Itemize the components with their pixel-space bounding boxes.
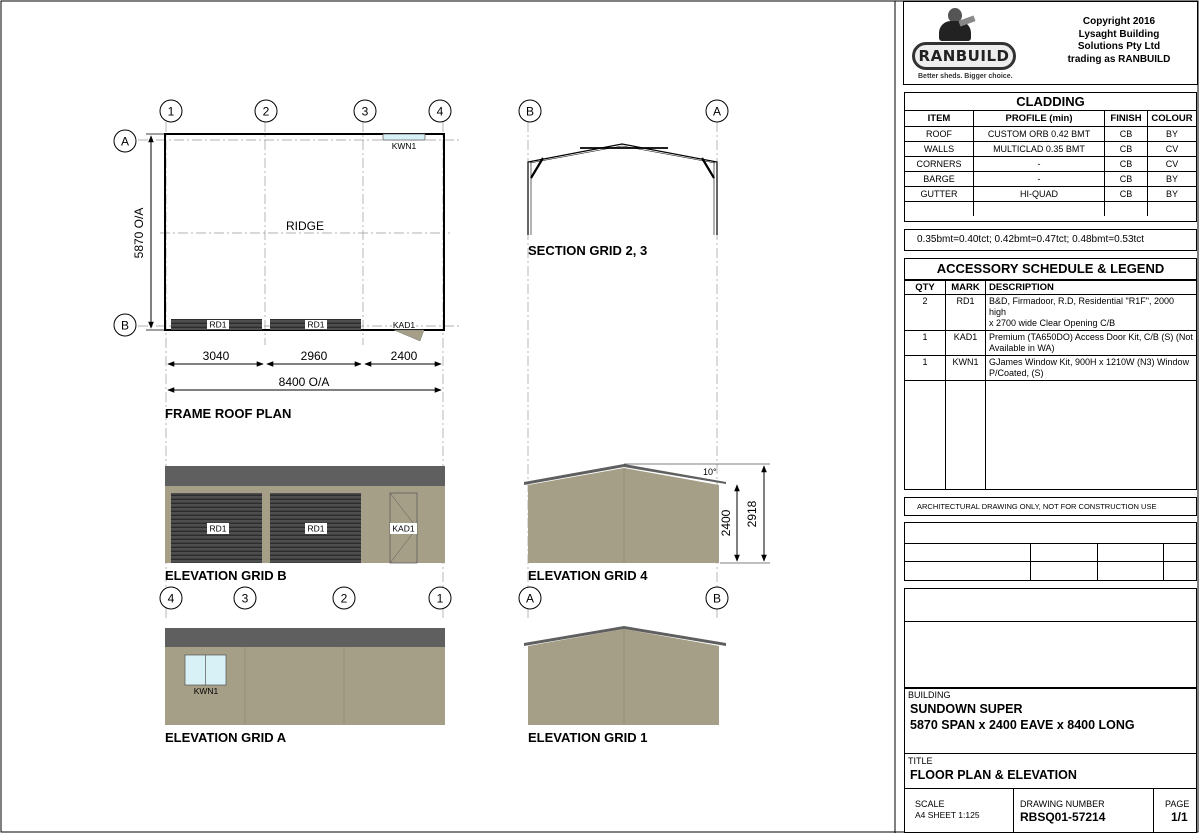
- bay-dim-1: 3040: [202, 349, 230, 363]
- elev-a-bubble-4: [160, 587, 182, 609]
- brand-tagline: Better sheds. Bigger choice.: [918, 73, 1013, 80]
- elev-b-title: ELEVATION GRID B: [165, 568, 287, 583]
- overall-dimension: 8400 O/A: [278, 375, 330, 389]
- elev-1-bubble-B: [706, 587, 728, 609]
- svg-text:2: 2: [262, 104, 270, 119]
- logo-panel: [903, 1, 1198, 85]
- svg-text:3: 3: [241, 591, 249, 606]
- grid-bubble-4: [429, 100, 451, 122]
- brand-wordmark: RANBUILD: [912, 42, 1016, 70]
- svg-text:B: B: [120, 318, 130, 333]
- drawing-number-label: DRAWING NUMBER: [1020, 799, 1105, 809]
- svg-text:4: 4: [436, 104, 444, 119]
- grid-bubble-B: [114, 314, 136, 336]
- svg-text:4: 4: [167, 591, 175, 606]
- elevation-grid-b: [165, 466, 445, 583]
- elev-1-title: ELEVATION GRID 1: [528, 730, 648, 745]
- building-label: BUILDING: [908, 690, 951, 700]
- overall-height-dimension: 2918: [745, 500, 759, 528]
- frame-roof-plan: [114, 100, 451, 421]
- cladding-row: WALLS MULTICLAD 0.35 BMT CB CV: [905, 142, 1196, 157]
- svg-text:3: 3: [361, 104, 369, 119]
- section-bubble-A: [706, 100, 728, 122]
- thickness-note: 0.35bmt=0.40tct; 0.42bmt=0.47tct; 0.48bmt=0.53tct: [917, 234, 1145, 245]
- accessory-title: ACCESSORY SCHEDULE & LEGEND: [905, 259, 1196, 280]
- svg-text:1: 1: [436, 591, 444, 606]
- elev-4-title: ELEVATION GRID 4: [528, 568, 648, 583]
- svg-text:RD1: RD1: [209, 319, 227, 330]
- ranbuild-logo: [910, 6, 1030, 82]
- cladding-panel: [904, 92, 1197, 222]
- drawing-number: RBSQ01-57214: [1020, 810, 1106, 824]
- cladding-row: ROOF CUSTOM ORB 0.42 BMT CB BY: [905, 127, 1196, 142]
- plan-window: [383, 134, 425, 140]
- svg-text:A: A: [120, 134, 130, 149]
- building-panel: [904, 688, 1197, 754]
- elevation-grid-a: [160, 587, 451, 745]
- plan-title: FRAME ROOF PLAN: [165, 406, 292, 421]
- mascot-icon: [937, 6, 973, 42]
- elev-a-window-label: KWN1: [193, 686, 219, 696]
- scale-value: A4 SHEET 1:125: [915, 810, 980, 820]
- grid-bubble-2: [255, 100, 277, 122]
- scale-label: SCALE: [915, 799, 945, 809]
- svg-text:1: 1: [167, 104, 175, 119]
- svg-text:A: A: [525, 591, 535, 606]
- building-spec: 5870 SPAN x 2400 EAVE x 8400 LONG: [910, 718, 1135, 732]
- svg-text:B: B: [525, 104, 535, 119]
- cladding-row: BARGE - CB BY: [905, 172, 1196, 187]
- elev-a-title: ELEVATION GRID A: [165, 730, 287, 745]
- svg-text:KAD1: KAD1: [392, 523, 415, 534]
- cladding-row: GUTTER HI-QUAD CB BY: [905, 187, 1196, 202]
- cladding-title: CLADDING: [905, 93, 1196, 111]
- arch-note: ARCHITECTURAL DRAWING ONLY, NOT FOR CONSTRUCTION USE: [917, 502, 1157, 511]
- grid-bubble-3: [354, 100, 376, 122]
- title-label: TITLE: [908, 756, 933, 766]
- svg-text:RD1: RD1: [209, 523, 227, 534]
- elev-1-bubble-A: [519, 587, 541, 609]
- elevation-grid-1: [519, 587, 728, 745]
- plan-window-label: KWN1: [391, 141, 417, 151]
- bay-dim-3: 2400: [390, 349, 418, 363]
- title-panel: [904, 753, 1197, 789]
- bay-dim-2: 2960: [300, 349, 328, 363]
- revision-panel: [904, 522, 1197, 581]
- accessory-panel: [904, 258, 1197, 490]
- grid-bubble-A: [114, 130, 136, 152]
- section-grid-2-3: [519, 100, 728, 258]
- page-label: PAGE: [1165, 799, 1190, 809]
- span-dimension: 5870 O/A: [132, 207, 146, 259]
- copyright-text: Copyright 2016 Lysaght Building Solutions Pty Ltd trading as RANBUILD: [1067, 16, 1171, 65]
- accessory-row: 2 RD1 B&D, Firmadoor, R.D, Residential "R1F", 2000 high x 2700 wide Clear Opening C/B: [905, 295, 1196, 331]
- elev-a-bubble-1: [429, 587, 451, 609]
- svg-text:B: B: [712, 591, 722, 606]
- cladding-row: CORNERS - CB CV: [905, 157, 1196, 172]
- cladding-header-row: ITEM PROFILE (min) FINISH COLOUR: [905, 111, 1196, 127]
- cladding-table: [905, 110, 1196, 216]
- plan-access-door-swing: [394, 330, 424, 341]
- svg-text:2: 2: [340, 591, 348, 606]
- elev-a-bubble-3: [234, 587, 256, 609]
- blank-panel: [904, 588, 1197, 688]
- svg-text:A: A: [712, 104, 722, 119]
- drawing-title: FLOOR PLAN & ELEVATION: [910, 768, 1077, 782]
- eave-dimension: 2400: [719, 509, 733, 537]
- accessory-row: 1 KWN1 GJames Window Kit, 900H x 1210W (N3) Window P/Coated, (S): [905, 356, 1196, 381]
- accessory-header-row: QTY MARK DESCRIPTION: [905, 281, 1196, 295]
- svg-text:RD1: RD1: [307, 523, 325, 534]
- section-bubble-B: [519, 100, 541, 122]
- grid-bubble-1: [160, 100, 182, 122]
- thickness-note-panel: [904, 229, 1197, 251]
- svg-text:RD1: RD1: [307, 319, 325, 330]
- elev-a-bubble-2: [333, 587, 355, 609]
- elev-b-roof: [165, 466, 445, 486]
- accessory-row: 1 KAD1 Premium (TA650DO) Access Door Kit, C/B (S) (Not Available in WA): [905, 331, 1196, 356]
- page-number: 1/1: [1171, 810, 1188, 824]
- pitch-label: 10°: [703, 467, 717, 477]
- elev-a-roof: [165, 628, 445, 647]
- footer-panel: [904, 788, 1197, 833]
- plan-access-label: KAD1: [392, 320, 416, 330]
- ridge-label: RIDGE: [285, 219, 325, 233]
- building-name: SUNDOWN SUPER: [910, 702, 1023, 716]
- elevation-grid-4: [524, 464, 770, 583]
- section-title: SECTION GRID 2, 3: [528, 243, 648, 258]
- arch-note-panel: [904, 497, 1197, 516]
- accessory-table: [905, 280, 1196, 490]
